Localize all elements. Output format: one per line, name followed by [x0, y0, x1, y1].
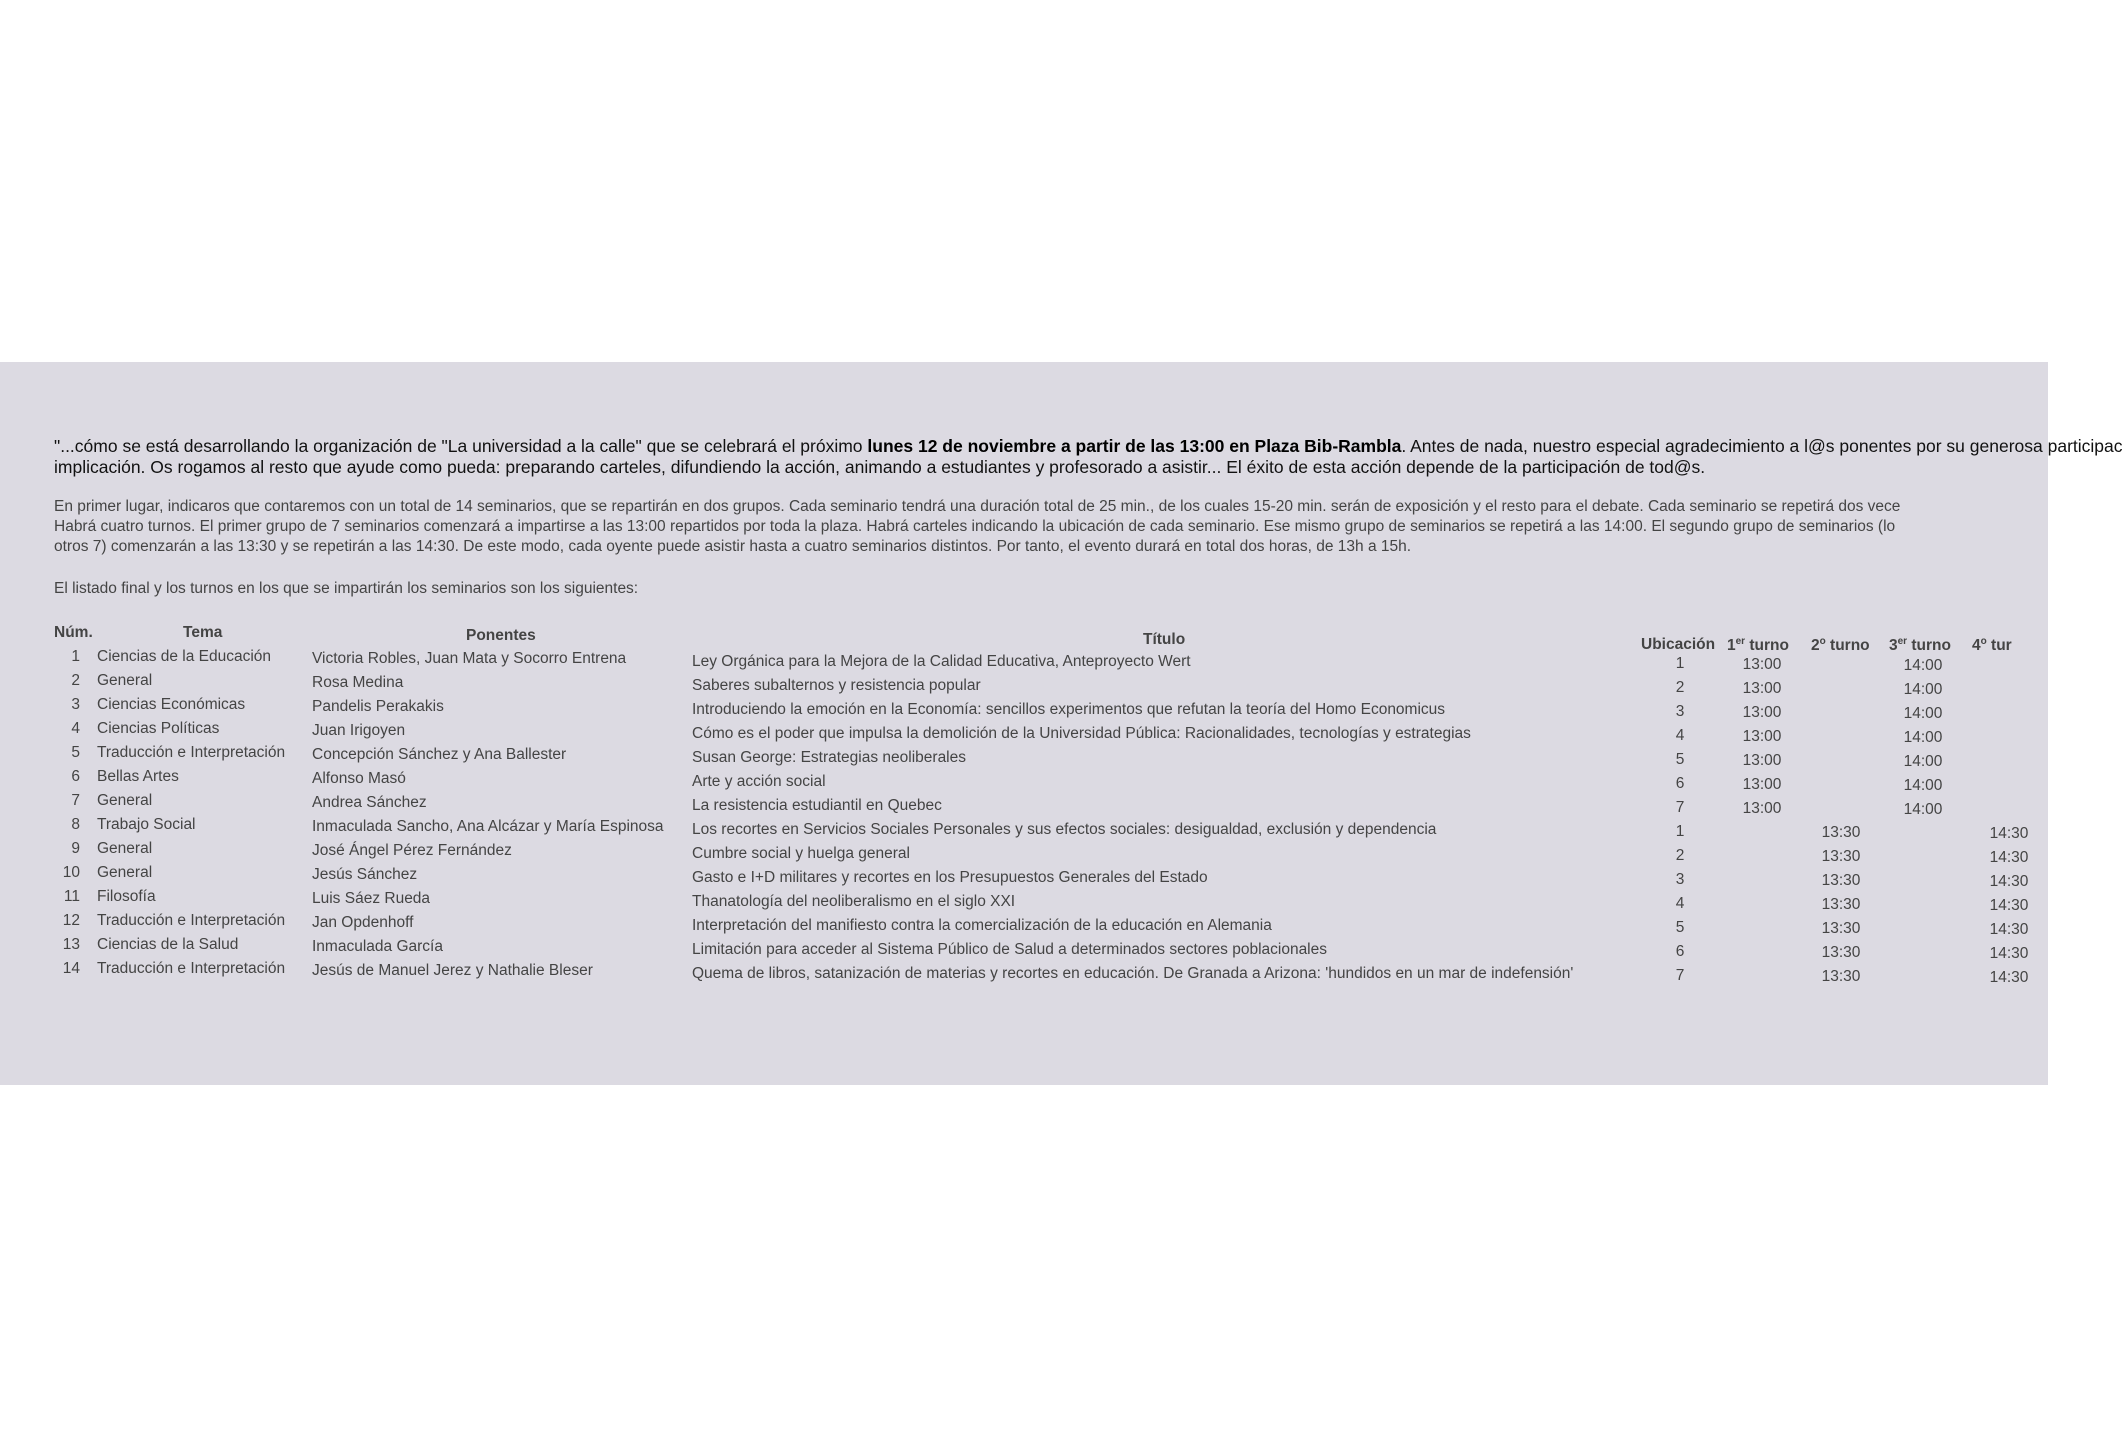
cell-ponentes: Concepción Sánchez y Ana Ballester — [312, 746, 567, 763]
cell-turno-1: 13:00 — [1742, 704, 1782, 721]
cell-turno-3: 14:00 — [1903, 681, 1943, 698]
cell-tema: Traducción e Interpretación — [97, 912, 286, 929]
cell-tema: Ciencias Económicas — [97, 696, 246, 713]
header-tema: Tema — [183, 624, 223, 641]
paragraph-line: otros 7) comenzarán a las 13:30 y se repetirán a las 14:30. De este modo, cada oyente puede asistir hasta a cuatro seminarios distintos. Por tanto, el evento durará en total dos horas, de 13h a 15h. — [54, 538, 1412, 555]
cell-titulo: Quema de libros, satanización de materias y recortes en educación. De Granada a Arizona: 'hundidos en un mar de indefensión' — [692, 965, 1574, 982]
cell-turno-4: 14:30 — [1989, 921, 2029, 938]
cell-turno-2: 13:30 — [1821, 872, 1861, 889]
cell-titulo: Ley Orgánica para la Mejora de la Calidad Educativa, Anteproyecto Wert — [692, 653, 1191, 670]
list-intro-paragraph: El listado final y los turnos en los que se impartirán los seminarios son los siguientes: — [54, 580, 639, 597]
cell-ponentes: Pandelis Perakakis — [312, 698, 444, 715]
cell-ponentes: Alfonso Masó — [312, 770, 406, 787]
cell-num: 2 — [71, 672, 80, 689]
table-row — [0, 840, 2048, 866]
cell-titulo: Interpretación del manifiesto contra la comercialización de la educación en Alemania — [692, 917, 1272, 934]
cell-num: 1 — [71, 648, 80, 665]
cell-tema: General — [97, 792, 153, 809]
cell-turno-3: 14:00 — [1903, 777, 1943, 794]
cell-titulo: Gasto e I+D militares y recortes en los Presupuestos Generales del Estado — [692, 869, 1208, 886]
paragraph-line: En primer lugar, indicaros que contaremos con un total de 14 seminarios, que se repartirán en dos grupos. Cada seminario tendrá una duración total de 25 min., de los cuales 15-20 min. serán de exposición y el resto para el debate. Cada seminario se repetirá dos vece — [54, 498, 1901, 515]
table-row — [0, 960, 2048, 986]
cell-num: 10 — [62, 864, 80, 881]
cell-turno-2: 13:30 — [1821, 848, 1861, 865]
header-ubicacion: Ubicación — [1641, 636, 1716, 653]
cell-ubicacion: 7 — [1675, 799, 1685, 816]
cell-num: 8 — [71, 816, 80, 833]
cell-num: 14 — [62, 960, 80, 977]
cell-ponentes: Jan Opdenhoff — [312, 914, 414, 931]
cell-num: 4 — [71, 720, 80, 737]
cell-turno-1: 13:00 — [1742, 800, 1782, 817]
cell-ponentes: Victoria Robles, Juan Mata y Socorro Entrena — [312, 650, 627, 667]
cell-ponentes: Luis Sáez Rueda — [312, 890, 431, 907]
cell-turno-1: 13:00 — [1742, 680, 1782, 697]
cell-tema: Ciencias de la Salud — [97, 936, 239, 953]
cell-turno-3: 14:00 — [1903, 753, 1943, 770]
cell-ponentes: Inmaculada García — [312, 938, 443, 955]
cell-ubicacion: 4 — [1675, 727, 1685, 744]
intro-paragraph — [54, 436, 2123, 478]
cell-tema: Filosofía — [97, 888, 156, 905]
cell-titulo: Cómo es el poder que impulsa la demolición de la Universidad Pública: Racionalidades, tecnologías y estrategias — [692, 725, 1471, 742]
cell-ubicacion: 5 — [1675, 751, 1685, 768]
cell-turno-3: 14:00 — [1903, 657, 1943, 674]
intro-line-2: implicación. Os rogamos al resto que ayude como pueda: preparando carteles, difundiendo la acción, animando a estudiantes y profesorado a asistir... El éxito de esta acción depende de la participación de tod@s. — [54, 457, 1706, 477]
table-row — [0, 792, 2048, 818]
table-row — [0, 912, 2048, 938]
intro-line-1 — [54, 436, 2123, 457]
header-turno-4: 4$^o$ tur — [1972, 636, 2012, 655]
cell-ubicacion: 3 — [1675, 703, 1685, 720]
cell-num: 12 — [62, 912, 80, 929]
header-titulo: Título — [1143, 631, 1186, 648]
table-row — [0, 672, 2048, 698]
cell-tema: Ciencias de la Educación — [97, 648, 272, 665]
cell-ponentes: Jesús Sánchez — [312, 866, 418, 883]
cell-titulo: Thanatología del neoliberalismo en el siglo XXI — [692, 893, 1016, 910]
cell-tema: Traducción e Interpretación — [97, 960, 286, 977]
cell-titulo: Los recortes en Servicios Sociales Personales y sus efectos sociales: desigualdad, exclusión y dependencia — [692, 821, 1437, 838]
table-row — [0, 936, 2048, 962]
table-row — [0, 888, 2048, 914]
cell-turno-4: 14:30 — [1989, 873, 2029, 890]
cell-ubicacion: 4 — [1675, 895, 1685, 912]
cell-titulo: Saberes subalternos y resistencia popular — [692, 677, 981, 694]
cell-num: 5 — [71, 744, 80, 761]
cell-ubicacion: 5 — [1675, 919, 1685, 936]
cell-titulo: La resistencia estudiantil en Quebec — [692, 797, 942, 814]
cell-turno-2: 13:30 — [1821, 944, 1861, 961]
cell-num: 6 — [71, 768, 80, 785]
cell-turno-4: 14:30 — [1989, 897, 2029, 914]
cell-tema: Trabajo Social — [97, 816, 196, 833]
cell-turno-4: 14:30 — [1989, 945, 2029, 962]
cell-turno-1: 13:00 — [1742, 656, 1782, 673]
event-date-location: lunes 12 de noviembre a partir de las 13:00 en Plaza Bib-Rambla — [867, 436, 1402, 456]
cell-num: 11 — [63, 888, 80, 905]
cell-turno-2: 13:30 — [1821, 824, 1861, 841]
schedule-explanation-paragraph — [54, 497, 1900, 557]
intro-text-end: . Antes de nada, nuestro especial agradecimiento a l@s ponentes por su generosa participac — [1401, 436, 2123, 456]
cell-ubicacion: 2 — [1675, 679, 1685, 696]
cell-ubicacion: 7 — [1675, 967, 1685, 984]
table-row — [0, 720, 2048, 746]
cell-ponentes: Rosa Medina — [312, 674, 404, 691]
cell-titulo: Introduciendo la emoción en la Economía: sencillos experimentos que refutan la teoría del Homo Economicus — [692, 701, 1446, 718]
cell-num: 7 — [71, 792, 80, 809]
cell-num: 13 — [62, 936, 80, 953]
cell-tema: General — [97, 840, 153, 857]
cell-tema: Ciencias Políticas — [97, 720, 220, 737]
cell-turno-1: 13:00 — [1742, 728, 1782, 745]
cell-tema: General — [97, 864, 153, 881]
cell-turno-2: 13:30 — [1821, 968, 1861, 985]
table-row — [0, 768, 2048, 794]
header-turno-1: 1er turno — [1727, 636, 1789, 655]
cell-num: 3 — [71, 696, 80, 713]
cell-ponentes: Jesús de Manuel Jerez y Nathalie Bleser — [312, 962, 593, 979]
cell-turno-2: 13:30 — [1821, 920, 1861, 937]
cell-turno-4: 14:30 — [1989, 969, 2029, 986]
cell-turno-3: 14:00 — [1903, 801, 1943, 818]
cell-tema: Bellas Artes — [97, 768, 179, 785]
cell-tema: General — [97, 672, 153, 689]
cell-ponentes: Juan Irigoyen — [312, 722, 406, 739]
cell-turno-4: 14:30 — [1989, 849, 2029, 866]
cell-turno-4: 14:30 — [1989, 825, 2029, 842]
table-row — [0, 816, 2048, 842]
intro-text-start: "...cómo se está desarrollando la organización de "La universidad a la calle" que se celebrará el próximo — [54, 436, 868, 456]
cell-ponentes: José Ángel Pérez Fernández — [312, 842, 512, 859]
cell-turno-3: 14:00 — [1903, 729, 1943, 746]
cell-ubicacion: 3 — [1675, 871, 1685, 888]
cell-tema: Traducción e Interpretación — [97, 744, 286, 761]
cell-turno-2: 13:30 — [1821, 896, 1861, 913]
table-row — [0, 696, 2048, 722]
cell-ubicacion: 6 — [1675, 775, 1685, 792]
cell-ubicacion: 2 — [1675, 847, 1685, 864]
header-turno-2: 2$^o$ turno — [1811, 636, 1870, 655]
cell-ponentes: Inmaculada Sancho, Ana Alcázar y María Espinosa — [312, 818, 664, 835]
header-turno-3: 3er turno — [1889, 636, 1951, 655]
table-row — [0, 744, 2048, 770]
header-num: Núm. — [54, 624, 93, 641]
table-row — [0, 864, 2048, 890]
cell-turno-1: 13:00 — [1742, 776, 1782, 793]
cell-ubicacion: 1 — [1675, 823, 1685, 840]
cell-titulo: Arte y acción social — [692, 773, 826, 790]
header-ponentes: Ponentes — [466, 627, 536, 644]
cell-ponentes: Andrea Sánchez — [312, 794, 427, 811]
paragraph-line: Habrá cuatro turnos. El primer grupo de 7 seminarios comenzará a impartirse a las 13:00 repartidos por toda la plaza. Habrá carteles indicando la ubicación de cada seminario. Ese mismo grupo de seminarios se repetirá a las 14:00. El segundo grupo de seminarios (lo — [54, 518, 1896, 535]
cell-turno-3: 14:00 — [1903, 705, 1943, 722]
cell-ubicacion: 6 — [1675, 943, 1685, 960]
cell-titulo: Limitación para acceder al Sistema Público de Salud a determinados sectores poblacionales — [692, 941, 1328, 958]
cell-num: 9 — [71, 840, 80, 857]
scanned-document-band — [0, 362, 2123, 1085]
cell-titulo: Cumbre social y huelga general — [692, 845, 910, 862]
cell-ubicacion: 1 — [1675, 655, 1685, 672]
table-row — [0, 648, 2048, 674]
cell-turno-1: 13:00 — [1742, 752, 1782, 769]
cell-titulo: Susan George: Estrategias neoliberales — [692, 749, 966, 766]
